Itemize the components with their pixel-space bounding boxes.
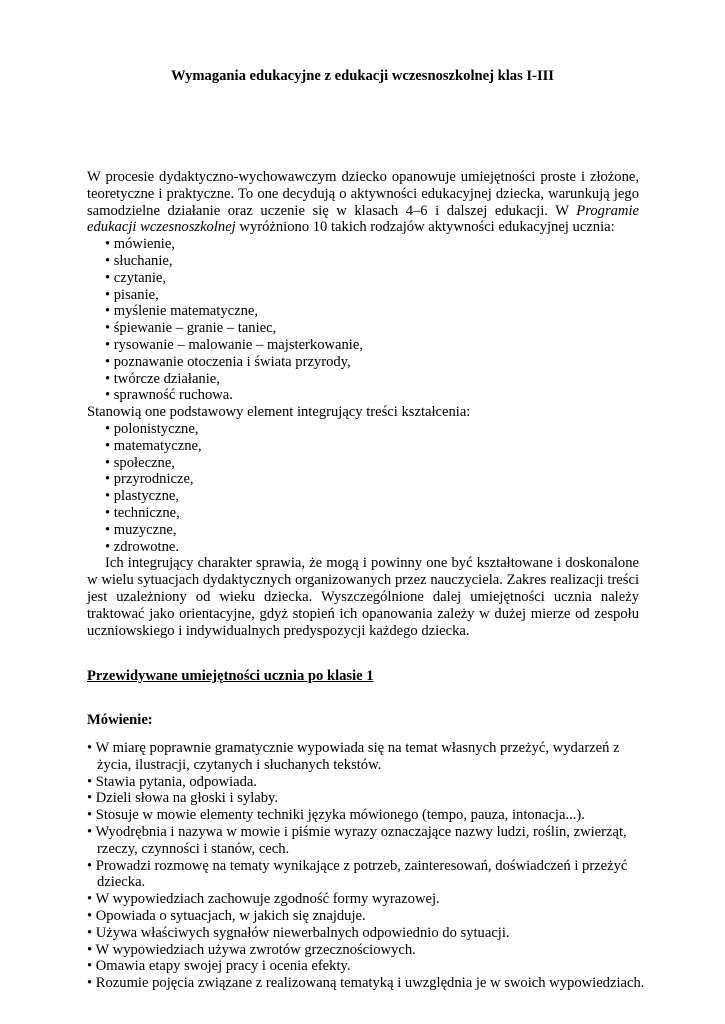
list-item: • mówienie, bbox=[105, 236, 175, 253]
intro-section bbox=[87, 169, 639, 639]
list-item: • matematyczne, bbox=[105, 437, 202, 454]
integration-intro: Stanowią one podstawowy element integrujący treści kształcenia: bbox=[87, 404, 471, 421]
list-item: • twórcze działanie, bbox=[105, 370, 220, 387]
list-item: • przyrodnicze, bbox=[105, 471, 194, 488]
list-item: • śpiewanie – granie – taniec, bbox=[105, 320, 277, 337]
list-item: • Stosuje w mowie elementy techniki języka mówionego (tempo, pauza, intonacja...). bbox=[87, 807, 585, 824]
list-item: • Rozumie pojęcia związane z realizowaną tematyką i uwzględnia je w swoich wypowiedziach. bbox=[87, 975, 645, 992]
list-item: • słuchanie, bbox=[105, 252, 173, 269]
list-item: • Używa właściwych sygnałów niewerbalnych odpowiednio do sytuacji. bbox=[87, 924, 510, 941]
list-item: • Wyodrębnia i nazywa w mowie i piśmie wyrazy oznaczające nazwy ludzi, roślin, zwierząt, rzeczy, czynności i stanów, cech. bbox=[87, 823, 627, 857]
list-item: • plastyczne, bbox=[105, 488, 179, 505]
closing-paragraph: Ich integrujący charakter sprawia, że mogą i powinny one być kształtowane i doskonalone w wielu sytuacjach dydaktycznych organizowanych przez nauczyciela. Zakres realizacji treści jest uzależniony od wieku dziecka. Wyszczególnione dalej umiejętności ucznia należy traktować jako orientacyjne, gdyż stopień ich opanowania zależy w dużej mierze od zespołu uczniowskiego i indywidualnych predyspozycji każdego dziecka. bbox=[87, 555, 639, 639]
list-item: • W wypowiedziach używa zwrotów grzecznościowych. bbox=[87, 941, 416, 958]
document-title: Wymagania edukacyjne z edukacji wczesnoszkolnej klas I-III bbox=[171, 68, 554, 84]
section-heading: Przewidywane umiejętności ucznia po klasie 1 bbox=[87, 668, 374, 684]
intro-paragraph bbox=[87, 169, 639, 236]
subsection-heading: Mówienie: bbox=[87, 712, 153, 728]
program-title: Programie edukacji wczesnoszkolnej bbox=[87, 202, 639, 236]
list-item: • czytanie, bbox=[105, 269, 167, 286]
list-item: • Stawia pytania, odpowiada. bbox=[87, 773, 258, 790]
list-item: • pisanie, bbox=[105, 286, 159, 303]
list-item: • polonistyczne, bbox=[105, 420, 199, 437]
list-item: • społeczne, bbox=[105, 454, 175, 471]
content-areas-list bbox=[87, 421, 639, 555]
list-item: • W wypowiedziach zachowuje zgodność formy wyrazowej. bbox=[87, 891, 440, 908]
list-item: • rysowanie – malowanie – majsterkowanie, bbox=[105, 336, 363, 353]
list-item: • W miarę poprawnie gramatycznie wypowiada się na temat własnych przeżyć, wydarzeń z życia, ilustracji, czytanych i słuchanych tekstów. bbox=[87, 740, 620, 773]
list-item: • zdrowotne. bbox=[105, 538, 180, 555]
intro-text-end: wyróżniono 10 takich rodzajów aktywności edukacyjnej ucznia: bbox=[235, 219, 615, 236]
list-item: • muzyczne, bbox=[105, 521, 177, 538]
list-item: • myślenie matematyczne, bbox=[105, 303, 259, 320]
list-item: • Opowiada o sytuacjach, w jakich się znajduje. bbox=[87, 907, 366, 924]
speaking-skills-list bbox=[87, 740, 647, 992]
list-item: • techniczne, bbox=[105, 504, 180, 521]
list-item: • sprawność ruchowa. bbox=[105, 387, 233, 404]
list-item: • Prowadzi rozmowę na tematy wynikające z potrzeb, zainteresowań, doświadczeń i przeżyć dziecka. bbox=[87, 857, 628, 891]
list-item: • poznawanie otoczenia i świata przyrody, bbox=[105, 353, 351, 370]
intro-text-start: W procesie dydaktyczno-wychowawczym dziecko opanowuje umiejętności proste i złożone, teoretyczne i praktyczne. To one decydują o aktywności edukacyjnej dziecka, warunkują jego samodzielne działanie oraz uczenie się w klasach 4–6 i dalszej edukacji. W bbox=[87, 169, 639, 219]
list-item: • Omawia etapy swojej pracy i ocenia efekty. bbox=[87, 958, 351, 975]
list-item: • Dzieli słowa na głoski i sylaby. bbox=[87, 790, 279, 807]
activities-list bbox=[87, 236, 639, 404]
